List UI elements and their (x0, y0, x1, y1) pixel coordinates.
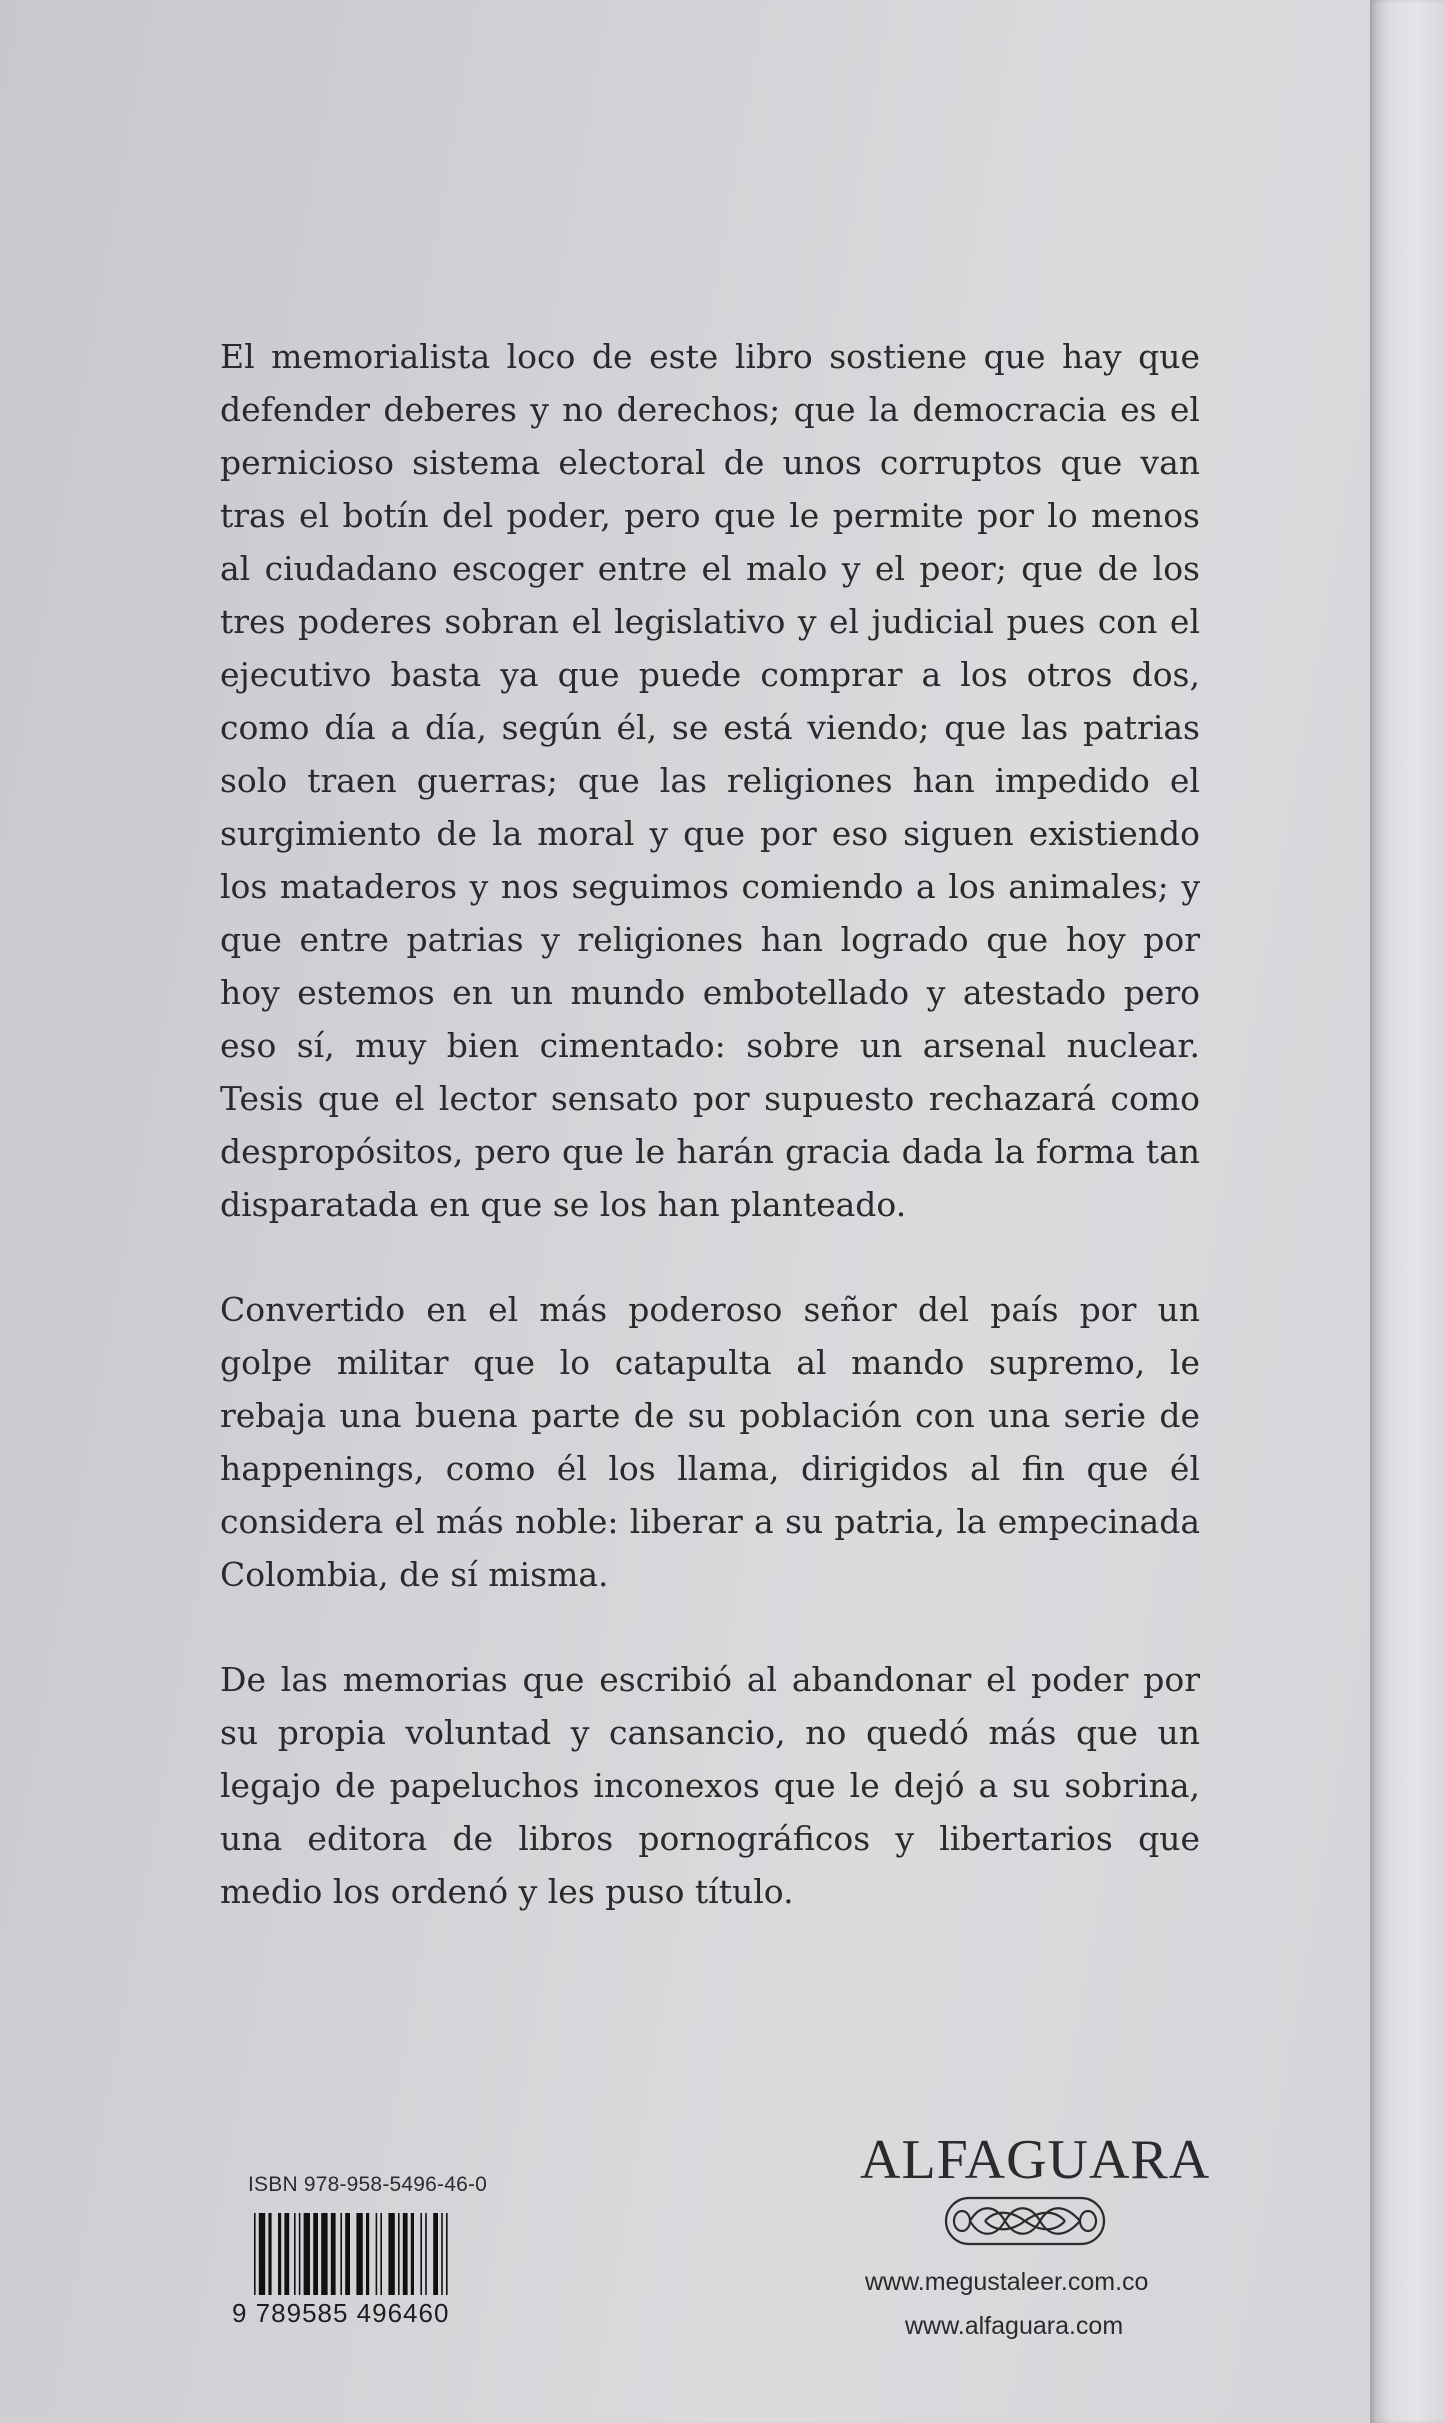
barcode-bar (398, 2213, 400, 2295)
book-spine-edge (1370, 0, 1445, 2423)
publisher-block (860, 2129, 1211, 2250)
barcode-bar (331, 2213, 336, 2295)
barcode-bar (313, 2213, 318, 2295)
barcode-bar (380, 2213, 382, 2295)
barcode-bar (425, 2213, 427, 2295)
barcode-bar (345, 2213, 350, 2295)
barcode-bar (403, 2213, 408, 2295)
publisher-name: ALFAGUARA (860, 2129, 1211, 2191)
url-megustaleer[interactable]: www.megustaleer.com.co (865, 2268, 1149, 2296)
isbn-label: ISBN 978-958-5496-46-0 (248, 2173, 488, 2196)
blurb-text (220, 330, 1200, 1970)
blurb-paragraph-1: El memorialista loco de este libro sostiene que hay que defender deberes y no derechos; que la democracia es el pernicioso sistema electoral de unos corruptos que van tras el botín del poder, pero que le permite por lo menos al ciudadano escoger entre el malo y el peor; que de los tres poderes sobran el legislativo y el judicial pues con el ejecutivo basta ya que puede comprar a los otros dos, como día a día, según él, se está viendo; que las patrias solo traen guerras; que las religiones han impedido el surgimiento de la moral y que por eso siguen existiendo los mataderos y nos seguimos comiendo a los animales; y que entre patrias y religiones han logrado que hoy por hoy estemos en un mundo embotellado y atestado pero eso sí, muy bien cimentado: sobre un arsenal nuclear. Tesis que el lector sensato por supuesto rechazará como despropósitos, pero que le harán gracia dada la forma tan disparatada en que se los han planteado. (220, 337, 1200, 1224)
barcode-bar (411, 2213, 414, 2295)
barcode-bar (441, 2213, 443, 2295)
barcode-bar (366, 2213, 369, 2295)
barcode-bar (420, 2213, 422, 2295)
barcode-bar (299, 2213, 301, 2295)
barcode-digits: 9 789585 496460 (232, 2298, 450, 2328)
barcode-bar (340, 2213, 342, 2295)
barcode-bar (433, 2213, 438, 2295)
blurb-paragraph-3: De las memorias que escribió al abandonar el poder por su propia voluntad y cansancio, no quedó más que un legajo de papeluchos inconexos que le dejó a su sobrina, una editora de libros pornográficos y libertarios que medio los ordenó y les puso título. (220, 1660, 1200, 1911)
barcode-bar (321, 2213, 327, 2295)
barcode-bar (446, 2213, 448, 2295)
blurb-paragraph-2: Convertido en el más poderoso señor del país por un golpe militar que lo catapulta al mando supremo, le rebaja una buena parte de su población con una serie de happenings, como él los llama, dirigidos al fin que él considera el más noble: liberar a su patria, la empecinada Colombia, de sí misma. (220, 1290, 1200, 1594)
barcode-bar (294, 2213, 296, 2295)
barcode-bar (259, 2213, 265, 2295)
barcode-bar (388, 2213, 394, 2295)
barcode-bar (254, 2213, 256, 2295)
barcode-bar (356, 2213, 362, 2295)
barcode-bar (304, 2213, 310, 2295)
barcode-bar (284, 2213, 289, 2295)
alfaguara-knot-icon (940, 2192, 1110, 2250)
barcode-bar (376, 2213, 378, 2295)
barcode-bar (278, 2213, 281, 2295)
barcode-bar (268, 2213, 271, 2295)
url-alfaguara[interactable]: www.alfaguara.com (905, 2312, 1124, 2340)
